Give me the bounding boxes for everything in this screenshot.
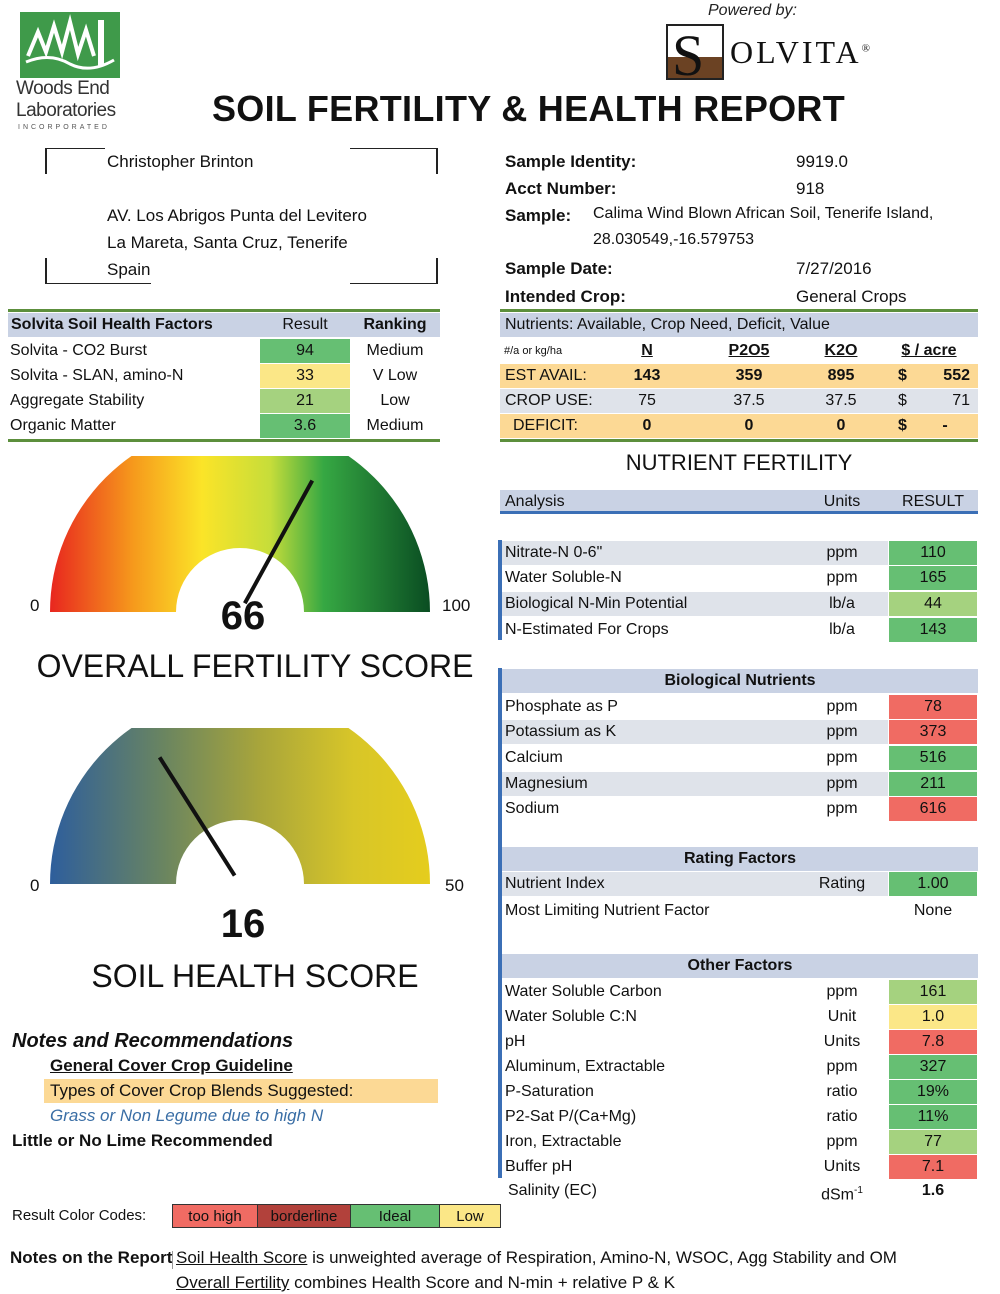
analysis-name: Sodium [505,800,560,817]
acct-number-value: 918 [796,179,825,198]
sample-identity-label: Sample Identity: [505,152,637,171]
divider-left-2 [8,439,440,442]
health-factor-result: 21 [260,389,350,413]
health-score-label: SOIL HEALTH SCORE [91,958,419,994]
analysis-unit: Rating [800,872,884,896]
est-avail-n: 143 [633,367,661,384]
analysis-unit: ratio [826,1108,858,1125]
intended-crop-label: Intended Crop: [505,287,626,306]
health-factor-ranking: Medium [366,342,424,359]
footer-label: Notes on the Report [10,1248,173,1267]
analysis-unit: ppm [800,772,884,796]
analysis-result: 161 [889,980,977,1004]
legend-ideal: Ideal [350,1204,440,1228]
crop-use-n: 75 [638,392,656,409]
health-factor-name: Solvita - CO2 Burst [10,342,147,359]
analysis-header: Analysis [505,493,565,510]
analysis-unit: lb/a [800,592,884,616]
notes-title: Notes and Recommendations [12,1030,294,1052]
health-factor-result: 94 [260,339,350,363]
cover-crop-suggestion: Grass or Non Legume due to high N [50,1106,324,1125]
address-bracket-top-right [350,148,438,174]
analysis-result: 373 [889,720,977,744]
result-header: Result [260,313,350,337]
legend-too-high: too high [172,1204,258,1228]
fertility-score-label: OVERALL FERTILITY SCORE [36,648,474,684]
analysis-unit: ppm [826,1133,858,1150]
analysis-name: Calcium [505,749,563,766]
analysis-name: P2-Sat P/(Ca+Mg) [505,1108,637,1125]
analysis-result: 165 [889,566,977,590]
analysis-unit: lb/a [829,621,855,638]
analysis-result: None [913,902,953,919]
analysis-result: 7.1 [889,1155,977,1179]
analysis-result: 1.00 [889,872,977,896]
legend-borderline: borderline [257,1204,351,1228]
divider-left [8,309,440,312]
result-col-header: RESULT [902,493,964,510]
deficit-value: - [942,417,948,434]
crop-use-currency: $ [898,392,907,409]
est-avail-currency: $ [898,367,907,384]
est-avail-p2o5: 359 [735,367,763,384]
analysis-name: Aluminum, Extractable [505,1058,666,1075]
deficit-n: 0 [642,417,652,434]
legend-low: Low [439,1204,501,1228]
health-factors-header: Solvita Soil Health Factors [8,313,260,337]
intended-crop-value: General Crops [796,287,907,306]
soil-health-score-term: Soil Health Score [176,1248,308,1267]
salinity-result: 1.6 [921,1182,945,1199]
address-bracket-bottom-right [350,258,438,284]
analysis-unit: ppm [826,698,858,715]
footer-divider [172,1251,173,1269]
analysis-result: 143 [889,618,977,642]
nutrient-col-p2o5: P2O5 [728,342,770,359]
crop-use-p2o5: 37.5 [733,392,765,409]
health-gauge-min: 0 [30,876,40,895]
est-avail-k2o: 895 [827,367,855,384]
sample-label: Sample: [505,206,572,225]
nutrient-col-value: $ / acre [901,342,957,359]
units-header: Units [823,493,861,510]
cover-crop-blends: Types of Cover Crop Blends Suggested: [44,1079,438,1103]
est-avail-label: EST AVAIL: [505,367,587,384]
est-avail-value: 552 [943,367,970,384]
nutrients-units: #/a or kg/ha [504,345,563,357]
analysis-name: Buffer pH [505,1158,573,1175]
crop-use-k2o: 37.5 [825,392,857,409]
acct-number-label: Acct Number: [505,179,617,198]
solvita-initial: S [672,23,705,88]
health-factor-name: Organic Matter [10,417,116,434]
analysis-result: 110 [889,541,977,565]
fertility-score: 66 [220,594,266,638]
analysis-result: 19% [889,1080,977,1104]
analysis-unit: ppm [826,983,858,1000]
analysis-name: P-Saturation [505,1083,594,1100]
analysis-unit: ppm [826,800,858,817]
salinity-unit: dSm$^{-1}$ [821,1185,863,1204]
analysis-unit: ratio [826,1083,858,1100]
analysis-name: pH [505,1033,526,1050]
analysis-name: Iron, Extractable [505,1133,622,1150]
nutrients-header: Nutrients: Available, Crop Need, Deficit, Value [500,313,978,337]
fertility-gauge-arc [50,456,430,612]
sample-date-value: 7/27/2016 [796,259,872,278]
powered-by-label: Powered by: [708,2,797,19]
health-factor-ranking: Medium [366,417,424,434]
color-codes-label: Result Color Codes: [12,1207,147,1224]
analysis-result: 78 [889,695,977,719]
woods-end-logo [14,8,130,130]
salinity-name: Salinity (EC) [508,1182,597,1199]
biological-nutrients-header: Biological Nutrients [502,669,978,693]
ranking-header: Ranking [350,313,440,337]
divider-right [500,309,978,312]
health-factor-name: Aggregate Stability [10,392,145,409]
address-line2: La Mareta, Santa Cruz, Tenerife [107,233,348,252]
health-factor-ranking: Low [380,392,410,409]
sample-description-line2: 28.030549,-16.579753 [593,231,755,248]
analysis-name: Potassium as K [502,720,888,744]
analysis-name: Biological N-Min Potential [502,592,888,616]
analysis-unit: ppm [826,749,858,766]
logo-name-line3: INCORPORATED [18,124,110,131]
analysis-result: 211 [889,772,977,796]
analysis-result: 44 [889,592,977,616]
sample-date-label: Sample Date: [505,259,613,278]
analysis-unit: Units [823,1158,861,1175]
sample-description-line1: Calima Wind Blown African Soil, Tenerife Island, [593,205,934,222]
analysis-unit: Units [823,1033,861,1050]
analysis-result: 11% [889,1105,977,1129]
solvita-logo [666,23,886,88]
client-name: Christopher Brinton [107,152,254,171]
analysis-result: 516 [889,746,977,770]
analysis-name: Water Soluble Carbon [505,983,662,1000]
analysis-name: N-Estimated For Crops [505,621,669,638]
fertility-gauge-max: 100 [442,596,471,615]
analysis-name: Water Soluble C:N [505,1008,637,1025]
analysis-name: Most Limiting Nutrient Factor [505,902,710,919]
address-bracket-top-left [45,148,105,174]
address-line1: AV. Los Abrigos Punta del Levitero [107,206,367,225]
fertility-gauge-min: 0 [30,596,40,615]
cover-crop-guideline: General Cover Crop Guideline [50,1056,293,1075]
health-score: 16 [220,902,266,946]
logo-name-line1: Woods End [16,78,110,99]
sample-identity-value: 9919.0 [796,152,848,171]
crop-use-label: CROP USE: [505,392,593,409]
nutrient-fertility-title: NUTRIENT FERTILITY [625,450,853,475]
footer-line2: Overall Fertility combines Health Score and N-min + relative P & K [176,1273,676,1292]
analysis-unit: ppm [800,720,884,744]
health-factor-result: 3.6 [260,414,350,438]
logo-name-line2: Laboratories [16,100,116,121]
health-factor-name: Solvita - SLAN, amino-N [10,367,184,384]
nutrient-col-n: N [641,342,653,359]
analysis-result: 7.8 [889,1030,977,1054]
analysis-name: Nitrate-N 0-6" [502,541,888,565]
deficit-currency: $ [898,417,907,434]
crop-use-value: 71 [952,392,970,409]
health-factor-ranking: V Low [372,367,418,384]
analysis-result: 1.0 [889,1005,977,1029]
footer-line1: Soil Health Score is unweighted average of Respiration, Amino-N, WSOC, Agg Stability and OM [176,1248,897,1267]
divider-right-2 [500,439,978,442]
health-gauge-arc [50,728,430,884]
deficit-label: DEFICIT: [513,417,578,434]
lime-recommendation: Little or No Lime Recommended [12,1131,273,1150]
analysis-unit: ppm [826,569,858,586]
analysis-name: Water Soluble-N [505,569,622,586]
logo-emblem-icon [20,12,120,78]
other-factors-header: Other Factors [502,954,978,978]
nutrient-col-k2o: K2O [824,342,858,359]
address-line3: Spain [107,260,151,279]
health-gauge-max: 50 [445,876,464,895]
deficit-p2o5: 0 [744,417,754,434]
analysis-unit: ppm [826,1058,858,1075]
analysis-name: Phosphate as P [505,698,618,715]
analysis-unit: ppm [800,541,884,565]
analysis-result: 616 [889,797,977,821]
analysis-name: Nutrient Index [502,872,888,896]
report-title: SOIL FERTILITY & HEALTH REPORT [212,88,846,129]
rating-factors-header: Rating Factors [502,847,978,871]
analysis-result: 77 [889,1130,977,1154]
overall-fertility-term: Overall Fertility [176,1273,290,1292]
deficit-k2o: 0 [836,417,846,434]
health-factor-result: 33 [260,364,350,388]
analysis-name: Magnesium [502,772,888,796]
analysis-unit: Unit [827,1008,857,1025]
analysis-result: 327 [889,1055,977,1079]
health-gauge [40,728,440,893]
solvita-wordmark: OLVITA® [730,34,873,70]
